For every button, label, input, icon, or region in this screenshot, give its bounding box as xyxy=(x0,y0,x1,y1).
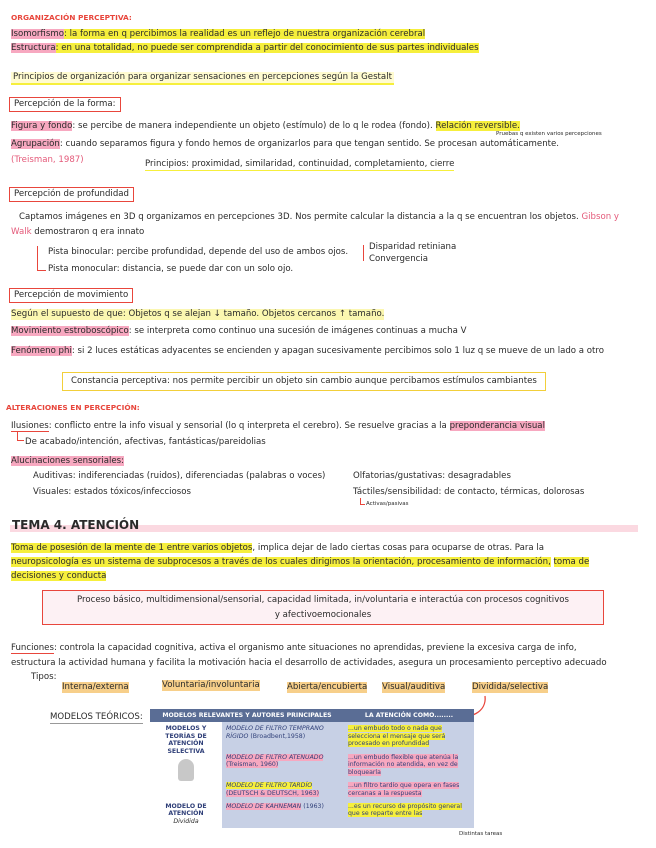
lamp-icon xyxy=(178,759,194,781)
estroboscopico-term: Movimiento estroboscópico xyxy=(11,326,129,336)
model-author: (1963) xyxy=(303,802,324,810)
binocular-brace xyxy=(363,245,368,261)
agrupacion-term: Agrupación xyxy=(11,139,60,149)
constancia-perceptiva-box: Constancia perceptiva: nos permite percibir un objeto sin cambio aunque percibamos estímulos cambiantes xyxy=(62,372,546,391)
ilusiones-arrow xyxy=(17,432,24,441)
model-name: MODELO DE FILTRO TARDÍO xyxy=(226,782,313,790)
ilusiones-line xyxy=(11,421,545,432)
alucinaciones-olfatorias: Olfatorias/gustativas: desagradables xyxy=(353,471,511,481)
heading-organizacion-perceptiva: ORGANIZACIÓN PERCEPTIVA: xyxy=(11,13,132,22)
group-2-label: MODELO DE ATENCIÓN xyxy=(165,802,207,818)
ilusiones-term: Ilusiones xyxy=(11,421,49,431)
model-cell xyxy=(222,779,344,800)
alucinaciones-term: Alucinaciones sensoriales: xyxy=(11,456,125,466)
figura-fondo-term: Figura y fondo xyxy=(11,121,73,131)
atencion-def-3: decisiones y conducta xyxy=(11,571,107,581)
treisman-citation: (Treisman, 1987) xyxy=(11,155,84,165)
proceso-basico-line-1: Proceso básico, multidimensional/sensorial, capacidad limitada, in/voluntaria e interactúa con procesos cognitivos xyxy=(76,595,570,605)
phi-line xyxy=(11,346,604,357)
atencion-def-3-wrap xyxy=(11,571,106,582)
walk-author: Walk xyxy=(11,227,32,237)
table-row xyxy=(150,722,474,750)
heading-percepcion-movimiento: Percepción de movimiento xyxy=(9,288,133,303)
estructura-line xyxy=(11,43,479,54)
alucinaciones-auditivas: Auditivas: indiferenciadas (ruidos), diferenciadas (palabras o voces) xyxy=(33,471,326,481)
model-name: MODELO DE FILTRO ATENUADO xyxy=(226,753,324,761)
isomorfismo-term: Isomorfismo xyxy=(11,29,64,39)
phi-term: Fenómeno phi xyxy=(11,346,72,356)
model-desc xyxy=(344,722,474,750)
table-row xyxy=(150,800,474,828)
group-atencion-selectiva xyxy=(150,722,222,800)
group-2-note: Dividida xyxy=(173,817,199,825)
atencion-def-1 xyxy=(11,543,544,554)
estroboscopico-line xyxy=(11,326,466,337)
pista-binocular: Pista binocular: percibe profundidad, depende del uso de ambos ojos. xyxy=(48,247,349,257)
preponderancia-visual: preponderancia visual xyxy=(449,421,545,431)
model-name: MODELO DE FILTRO TEMPRANO RÍGIDO xyxy=(226,725,324,740)
tipo-voluntaria: Voluntaria/involuntaria xyxy=(162,680,260,690)
model-desc xyxy=(344,779,474,800)
funciones-text: : controla la capacidad cognitiva, activa el organismo ante situaciones no aprendidas, previene la excesiva carga de info, xyxy=(53,643,577,653)
profundidad-text-1 xyxy=(19,212,619,223)
funciones-term: Funciones xyxy=(11,643,54,653)
proceso-basico-line-2: y afectivoemocionales xyxy=(274,609,372,620)
figura-fondo-text: : se percibe de manera independiente un objeto (estímulo) de lo q le rodea (fondo). xyxy=(72,121,433,131)
tipo-visual-auditiva: Visual/auditiva xyxy=(382,682,446,692)
tipo-abierta: Abierta/encubierta xyxy=(287,682,368,692)
atencion-def-2a: neuropsicología es un sistema de subprocesos a través de los cuales dirigimos la orientación, procesamiento de información, xyxy=(11,557,551,567)
modelos-table-wrap xyxy=(150,709,474,828)
tactiles-note: Activas/pasivas xyxy=(366,501,409,507)
figura-fondo-line xyxy=(11,121,520,132)
distintas-tareas-note: Distintas tareas xyxy=(459,831,503,837)
funciones-text-2: estructura la actividad humana y facilita la motivación hacia el desarrollo de actividades, asegura un procesamiento perceptivo adecuado xyxy=(11,658,607,668)
forma-principles: Principios: proximidad, similaridad, continuidad, completamiento, cierre xyxy=(145,159,455,169)
alucinaciones-tactiles: Táctiles/sensibilidad: de contacto, térmicas, dolorosas xyxy=(353,487,585,497)
model-desc-text: ...un embudo flexible que atenúa la información no atendida, en vez de bloquearla xyxy=(348,753,459,776)
profundidad-text-2 xyxy=(11,227,144,238)
gestalt-principles: Principios de organización para organizar sensaciones en percepciones según la Gestalt xyxy=(11,72,394,85)
models-header-2: LA ATENCIÓN COMO........ xyxy=(344,709,474,722)
funciones-line xyxy=(11,643,577,654)
atencion-def-2b: toma de xyxy=(553,557,590,567)
heading-percepcion-profundidad: Percepción de profundidad xyxy=(9,187,134,202)
estructura-term: Estructura xyxy=(11,43,56,53)
atencion-def-2 xyxy=(11,557,589,568)
disparidad-retiniana: Disparidad retiniana xyxy=(369,242,457,252)
isomorfismo-line xyxy=(11,29,425,40)
tipos-label: Tipos: xyxy=(31,672,57,682)
model-cell xyxy=(222,751,344,779)
tipo-interna-externa: Interna/externa xyxy=(62,682,129,692)
model-desc-text: ...un embudo todo o nada que selecciona el mensaje que será procesado en profundidad xyxy=(348,725,446,748)
model-desc-text: ...un filtro tardío que opera en fases cercanas a la respuesta xyxy=(348,782,460,797)
profundidad-sentence: Captamos imágenes en 3D q organizamos en percepciones 3D. Nos permite calcular la distancia a la q se encuentran los objetos. xyxy=(19,212,579,222)
phi-text: : si 2 luces estáticas adyacentes se encienden y apagan sucesivamente percibimos solo 1 luz q se mueve de un lado a otro xyxy=(71,346,605,356)
agrupacion-text: : cuando separamos figura y fondo hemos de organizarlos para que tengan sentido. Se procesan automáticamente. xyxy=(59,139,560,149)
group-atencion-dividida xyxy=(150,800,222,828)
model-cell xyxy=(222,800,344,828)
ilusiones-text: : conflicto entre la info visual y sensorial (lo q interpreta el cerebro). Se resuelve gracias a la xyxy=(48,421,447,431)
convergencia: Convergencia xyxy=(369,254,429,264)
tactiles-arrow xyxy=(360,498,365,505)
modelos-teoricos-label: MODELOS TEÓRICOS: xyxy=(50,712,143,722)
model-author: (Treisman, 1960) xyxy=(226,761,279,769)
figura-fondo-note: Pruebas q existen varios percepciones xyxy=(496,131,602,137)
agrupacion-line xyxy=(11,139,559,150)
heading-alteraciones: ALTERACIONES EN PERCEPCIÓN: xyxy=(6,403,140,412)
estroboscopico-text: : se interpreta como continuo una sucesión de imágenes continuas a mucha V xyxy=(128,326,467,336)
group-1-label: MODELOS Y TEORÍAS DE ATENCIÓN SELECTIVA xyxy=(165,725,207,755)
relacion-reversible: Relación reversible. xyxy=(435,121,520,131)
estructura-text: : en una totalidad, no puede ser comprendida a partir del conocimiento de sus partes individuales xyxy=(55,43,479,53)
ilusiones-tipos: De acabado/intención, afectivas, fantásticas/pareidolias xyxy=(25,437,266,447)
model-cell xyxy=(222,722,344,750)
isomorfismo-text: : la forma en q percibimos la realidad es un reflejo de nuestra organización cerebral xyxy=(63,29,426,39)
model-desc-text: ...es un recurso de propósito general que se reparte entre las xyxy=(348,802,462,818)
atencion-def-1b: , implica dejar de lado ciertas cosas para ocuparse de otras. Para la xyxy=(252,543,545,553)
alucinaciones-visuales: Visuales: estados tóxicos/infecciosos xyxy=(33,487,192,497)
atencion-def-1a: Toma de posesión de la mente de 1 entre varios objetos xyxy=(11,543,253,553)
pista-bracket xyxy=(37,246,46,271)
model-author: (DEUTSCH & DEUTSCH, 1963) xyxy=(226,789,320,797)
pista-monocular: Pista monocular: distancia, se puede dar con un solo ojo. xyxy=(48,264,294,274)
tema-4-title: TEMA 4. ATENCIÓN xyxy=(12,518,140,532)
model-desc xyxy=(344,751,474,779)
proceso-basico-box xyxy=(42,590,604,625)
models-header-1: MODELOS RELEVANTES Y AUTORES PRINCIPALES xyxy=(150,709,344,722)
gibson-author: Gibson y xyxy=(581,212,619,222)
tipo-dividida: Dividida/selectiva xyxy=(472,682,549,692)
heading-percepcion-forma: Percepción de la forma: xyxy=(9,97,121,112)
model-author: (Broadbent,1958) xyxy=(250,732,306,740)
model-name: MODELO DE KAHNEMAN xyxy=(226,802,302,810)
innato-text: demostraron q era innato xyxy=(31,227,145,237)
alucinaciones-term-wrap xyxy=(11,456,124,467)
modelos-table xyxy=(150,709,474,828)
movimiento-supuesto: Según el supuesto de que: Objetos q se alejan ↓ tamaño. Objetos cercanos ↑ tamaño. xyxy=(11,309,385,319)
model-desc xyxy=(344,800,474,828)
